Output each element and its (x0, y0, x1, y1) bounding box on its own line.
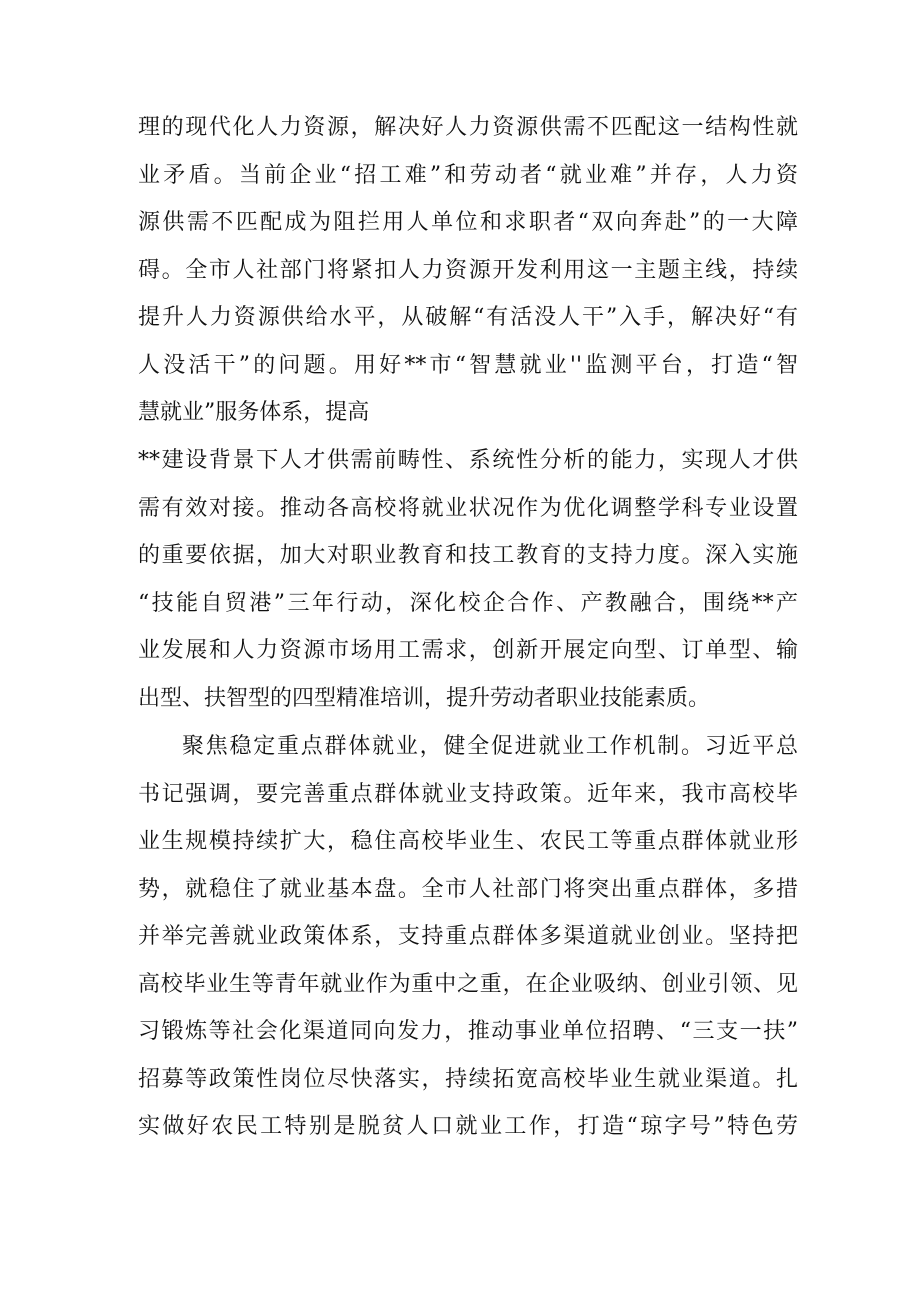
text-line: 提升人力资源供给水平，从破解“有活没人干”入手，解决好“有 (138, 305, 798, 330)
text-line: 业发展和人力资源市场用工需求，创新开展定向型、订单型、输 (138, 638, 798, 663)
text-line: 招募等政策性岗位尽快落实，持续拓宽高校毕业生就业渠道。扎 (138, 1066, 798, 1092)
text-line: 慧就业”服务体系，提高 (138, 400, 370, 425)
text-line: 实做好农民工特别是脱贫人口就业工作，打造“琼字号”特色劳 (138, 1114, 798, 1139)
text-line: 书记强调，要完善重点群体就业支持政策。近年来，我市高校毕 (138, 781, 798, 807)
text-line: 势，就稳住了就业基本盘。全市人社部门将突出重点群体，多措 (138, 876, 798, 902)
text-line: 并举完善就业政策体系，支持重点群体多渠道就业创业。坚持把 (138, 924, 798, 949)
text-line: 碍。全市人社部门将紧扣人力资源开发利用这一主题主线，持续 (138, 257, 798, 283)
text-line: 理的现代化人力资源，解决好人力资源供需不匹配这一结构性就 (138, 115, 798, 140)
text-line: **建设背景下人才供需前畴性、系统性分析的能力，实现人才供 (138, 448, 798, 473)
text-line: 出型、扶智型的四型精准培训，提升劳动者职业技能素质。 (138, 685, 711, 711)
text-line: 源供需不匹配成为阻拦用人单位和求职者“双向奔赴”的一大障 (138, 210, 798, 235)
text-line: 习锻炼等社会化渠道同向发力，推动事业单位招聘、“三支一扶” (138, 1019, 798, 1044)
text-line: 高校毕业生等青年就业作为重中之重，在企业吸纳、创业引领、见 (138, 971, 798, 997)
text-line: 业矛盾。当前企业“招工难”和劳动者“就业难”并存，人力资 (138, 162, 798, 188)
text-line: 需有效对接。推动各高校将就业状况作为优化调整学科专业设置 (138, 495, 798, 521)
text-line: 业生规模持续扩大，稳住高校毕业生、农民工等重点群体就业形 (138, 829, 798, 854)
text-line: 的重要依据，加大对职业教育和技工教育的支持力度。深入实施 (138, 543, 798, 568)
paragraph-talent-supply (138, 437, 798, 722)
text-line: 聚焦稳定重点群体就业，健全促进就业工作机制。习近平总 (182, 734, 798, 759)
text-line: “技能自贸港”三年行动，深化校企合作、产教融合，围绕**产 (138, 590, 798, 616)
paragraph-key-groups-employment (138, 723, 798, 1151)
paragraph-human-resources (138, 104, 798, 437)
text-line: 人没活干”的问题。用好**市“智慧就业''监测平台，打造“智 (138, 352, 798, 378)
